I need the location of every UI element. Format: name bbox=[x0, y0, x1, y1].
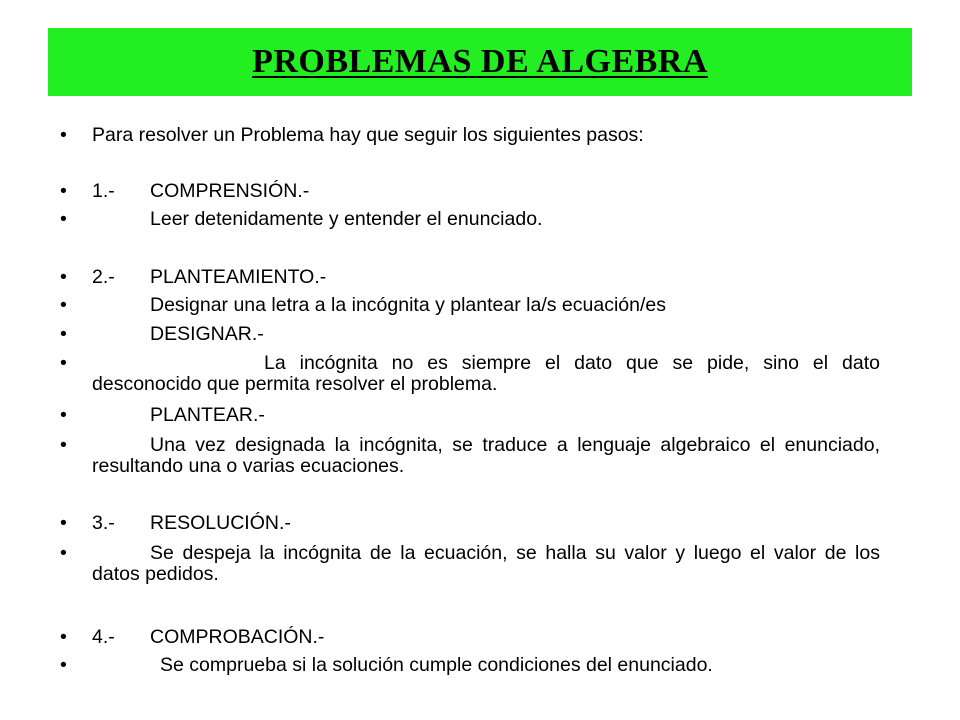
step2-text: Designar una letra a la incógnita y plantear la/s ecuación/es bbox=[150, 294, 666, 316]
step4-heading: COMPROBACIÓN.- bbox=[150, 626, 325, 648]
bullet-icon: • bbox=[60, 124, 67, 146]
step1-number: 1.- bbox=[92, 180, 115, 202]
step3-number: 3.- bbox=[92, 512, 115, 534]
plantear-heading: PLANTEAR.- bbox=[150, 404, 265, 426]
designar-text: La incógnita no es siempre el dato que se pide, sino el dato desconocido que permita resolver el problema. bbox=[92, 352, 880, 395]
bullet-icon: • bbox=[60, 294, 67, 316]
step3-text: Se despeja la incógnita de la ecuación, se halla su valor y luego el valor de los datos pedidos. bbox=[92, 542, 880, 585]
step1-heading: COMPRENSIÓN.- bbox=[150, 180, 310, 202]
bullet-plantear-text bbox=[60, 435, 880, 477]
step1-text: Leer detenidamente y entender el enunciado. bbox=[150, 208, 543, 230]
page-title: PROBLEMAS DE ALGEBRA bbox=[252, 43, 708, 80]
bullet-step2-heading bbox=[60, 267, 880, 288]
step2-heading: PLANTEAMIENTO.- bbox=[150, 266, 327, 288]
bullet-icon: • bbox=[60, 266, 67, 288]
bullet-step4-text bbox=[60, 655, 880, 676]
plantear-text: Una vez designada la incógnita, se traduce a lenguaje algebraico el enunciado, resultando una o varias ecuaciones. bbox=[92, 434, 880, 477]
bullet-icon: • bbox=[60, 208, 67, 230]
step4-text: Se comprueba si la solución cumple condiciones del enunciado. bbox=[160, 654, 713, 676]
bullet-step2-text bbox=[60, 295, 880, 316]
bullet-step3-heading bbox=[60, 513, 880, 534]
bullet-icon: • bbox=[60, 180, 67, 202]
bullet-icon: • bbox=[60, 352, 67, 374]
bullet-plantear-heading bbox=[60, 405, 880, 426]
intro-text: Para resolver un Problema hay que seguir los siguientes pasos: bbox=[92, 124, 644, 146]
bullet-icon: • bbox=[60, 626, 67, 648]
bullet-icon: • bbox=[60, 542, 67, 564]
step4-number: 4.- bbox=[92, 626, 115, 648]
bullet-icon: • bbox=[60, 654, 67, 676]
step3-heading: RESOLUCIÓN.- bbox=[150, 512, 291, 534]
bullet-intro bbox=[60, 125, 880, 146]
bullet-step1-text bbox=[60, 209, 880, 230]
bullet-step4-heading bbox=[60, 627, 880, 648]
step2-number: 2.- bbox=[92, 266, 115, 288]
bullet-designar-text bbox=[60, 353, 880, 395]
bullet-icon: • bbox=[60, 404, 67, 426]
bullet-step1-heading bbox=[60, 181, 880, 202]
bullet-icon: • bbox=[60, 512, 67, 534]
bullet-designar-heading bbox=[60, 324, 880, 345]
title-bar bbox=[48, 28, 912, 96]
bullet-icon: • bbox=[60, 434, 67, 456]
designar-heading: DESIGNAR.- bbox=[150, 323, 264, 345]
bullet-icon: • bbox=[60, 323, 67, 345]
bullet-step3-text bbox=[60, 543, 880, 585]
